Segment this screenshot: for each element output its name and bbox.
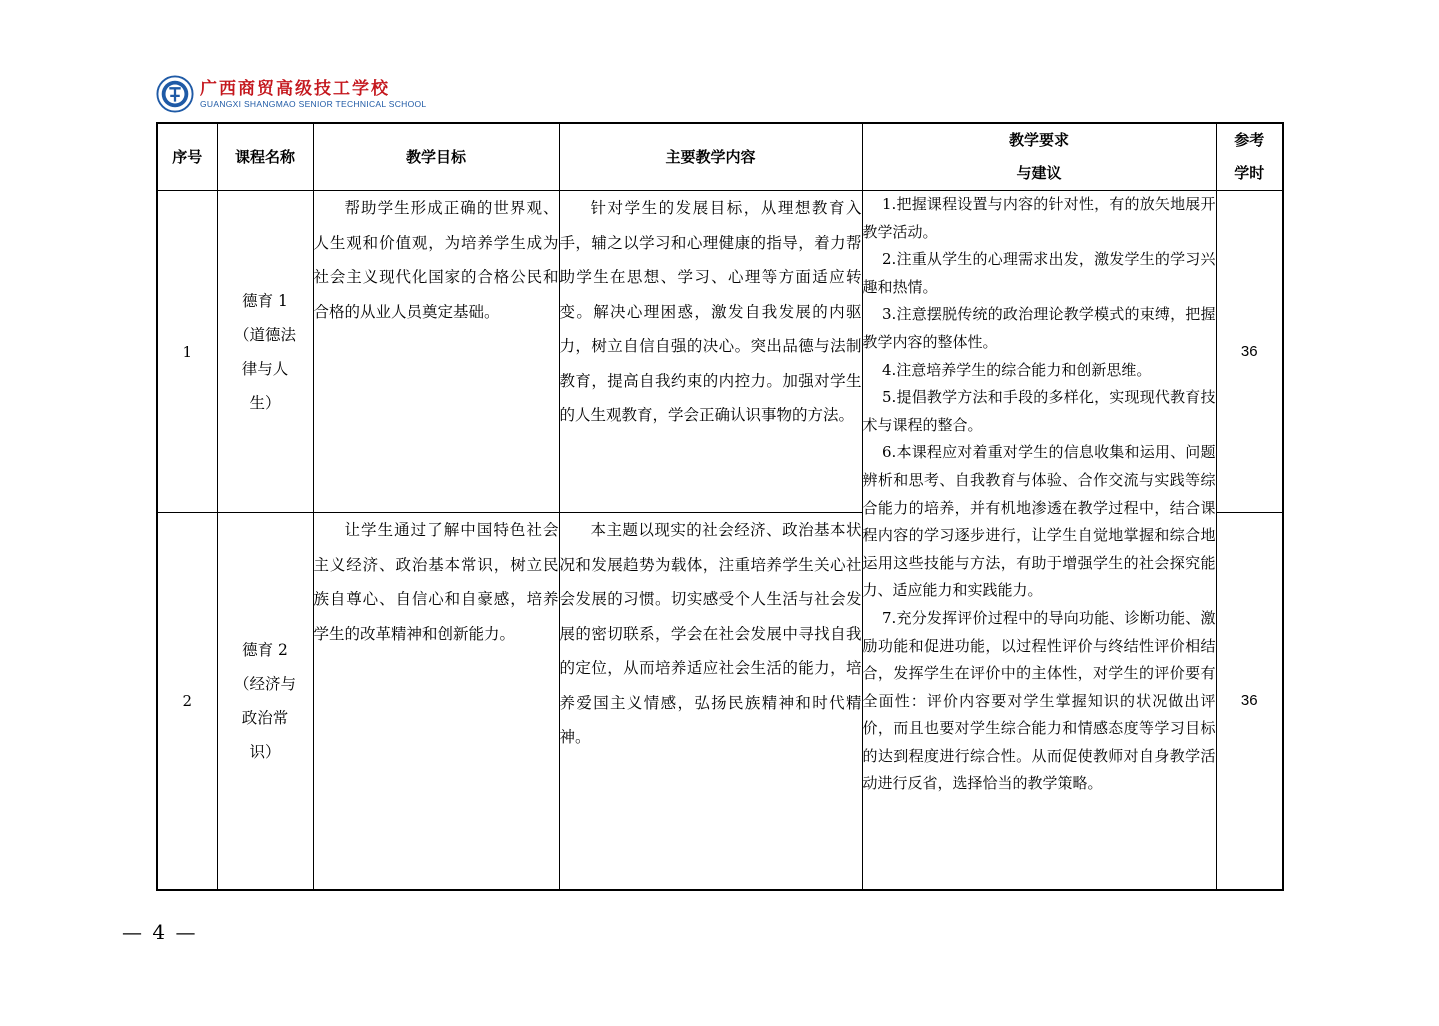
header-no: 序号 [157, 123, 217, 191]
row-number: 1 [157, 191, 217, 513]
course-name [217, 513, 313, 890]
requirement-item: 7.充分发挥评价过程中的导向功能、诊断功能、激励功能和促进功能，以过程性评价与终结性评价相结合，发挥学生在评价中的主体性，对学生的评价要有全面性：评价内容要对学生掌握知识的状况做出评价，而且也要对学生综合能力和情感态度等学习目标的达到程度进行综合性。从而促使教师对自身教学活动进行反省，选择恰当的教学策略。 [862, 608, 1216, 793]
teaching-requirements [862, 191, 1216, 890]
header-goal: 教学目标 [313, 123, 559, 191]
course-name-line: 政治常 [241, 708, 289, 727]
course-name [217, 191, 313, 513]
page-number: — 4 — [122, 920, 198, 944]
school-name-cn: 广西商贸高级技工学校 [200, 78, 390, 99]
requirement-item: 4.注意培养学生的综合能力和创新思维。 [882, 360, 1152, 379]
course-name-line: 识） [249, 742, 281, 761]
reference-hours: 36 [1216, 513, 1283, 890]
curriculum-table [156, 122, 1284, 891]
school-logo [156, 72, 426, 116]
header-hours [1216, 123, 1283, 191]
course-name-line: （道德法 [233, 325, 296, 344]
school-name-en: GUANGXI SHANGMAO SENIOR TECHNICAL SCHOOL [200, 98, 427, 109]
requirement-item: 5.提倡教学方法和手段的多样化，实现现代教育技术与课程的整合。 [862, 388, 1216, 434]
header-content: 主要教学内容 [559, 123, 862, 191]
course-name-line: 生） [249, 393, 281, 412]
teaching-goal: 让学生通过了解中国特色社会主义经济、政治基本常识，树立民族自尊心、自信心和自豪感，培养学生的改革精神和创新能力。 [313, 513, 559, 890]
header-requirements-line2: 与建议 [1016, 164, 1062, 182]
teaching-goal: 帮助学生形成正确的世界观、人生观和价值观，为培养学生成为社会主义现代化国家的合格公民和合格的从业人员奠定基础。 [313, 191, 559, 513]
course-name-line: 德育 2 [242, 640, 288, 659]
requirement-item: 6.本课程应对着重对学生的信息收集和运用、问题辨析和思考、自我教育与体验、合作交流与实践等综合能力的培养，并有机地渗透在教学过程中，结合课程内容的学习逐步进行，让学生自觉地掌握和综合地运用这些技能与方法，有助于增强学生的社会探究能力、适应能力和实践能力。 [862, 443, 1216, 600]
teaching-content: 针对学生的发展目标，从理想教育入手，辅之以学习和心理健康的指导，着力帮助学生在思想、学习、心理等方面适应转变。解决心理困惑，激发自我发展的内驱力，树立自信自强的决心。突出品德与法制教育，提高自我约束的内控力。加强对学生的人生观教育，学会正确认识事物的方法。 [559, 191, 862, 513]
table-header-row [157, 123, 1283, 191]
course-name-line: 律与人 [241, 359, 289, 378]
row-number: 2 [157, 513, 217, 890]
header-course: 课程名称 [217, 123, 313, 191]
header-requirements-line1: 教学要求 [1008, 131, 1069, 149]
school-emblem-icon [156, 75, 194, 113]
course-name-line: 德育 1 [242, 291, 288, 310]
requirement-item: 1.把握课程设置与内容的针对性，有的放矢地展开教学活动。 [862, 195, 1216, 241]
header-hours-line1: 参考 [1234, 131, 1265, 149]
course-name-line: （经济与 [233, 674, 296, 693]
header-hours-line2: 学时 [1234, 164, 1265, 182]
table-row [157, 191, 1283, 513]
requirement-item: 2.注重从学生的心理需求出发，激发学生的学习兴趣和热情。 [862, 250, 1216, 296]
requirement-item: 3.注意摆脱传统的政治理论教学模式的束缚，把握教学内容的整体性。 [862, 305, 1216, 351]
reference-hours: 36 [1216, 191, 1283, 513]
teaching-content: 本主题以现实的社会经济、政治基本状况和发展趋势为载体，注重培养学生关心社会发展的习惯。切实感受个人生活与社会发展的密切联系，学会在社会发展中寻找自我的定位，从而培养适应社会生活的能力，培养爱国主义情感，弘扬民族精神和时代精神。 [559, 513, 862, 890]
header-requirements [862, 123, 1216, 191]
